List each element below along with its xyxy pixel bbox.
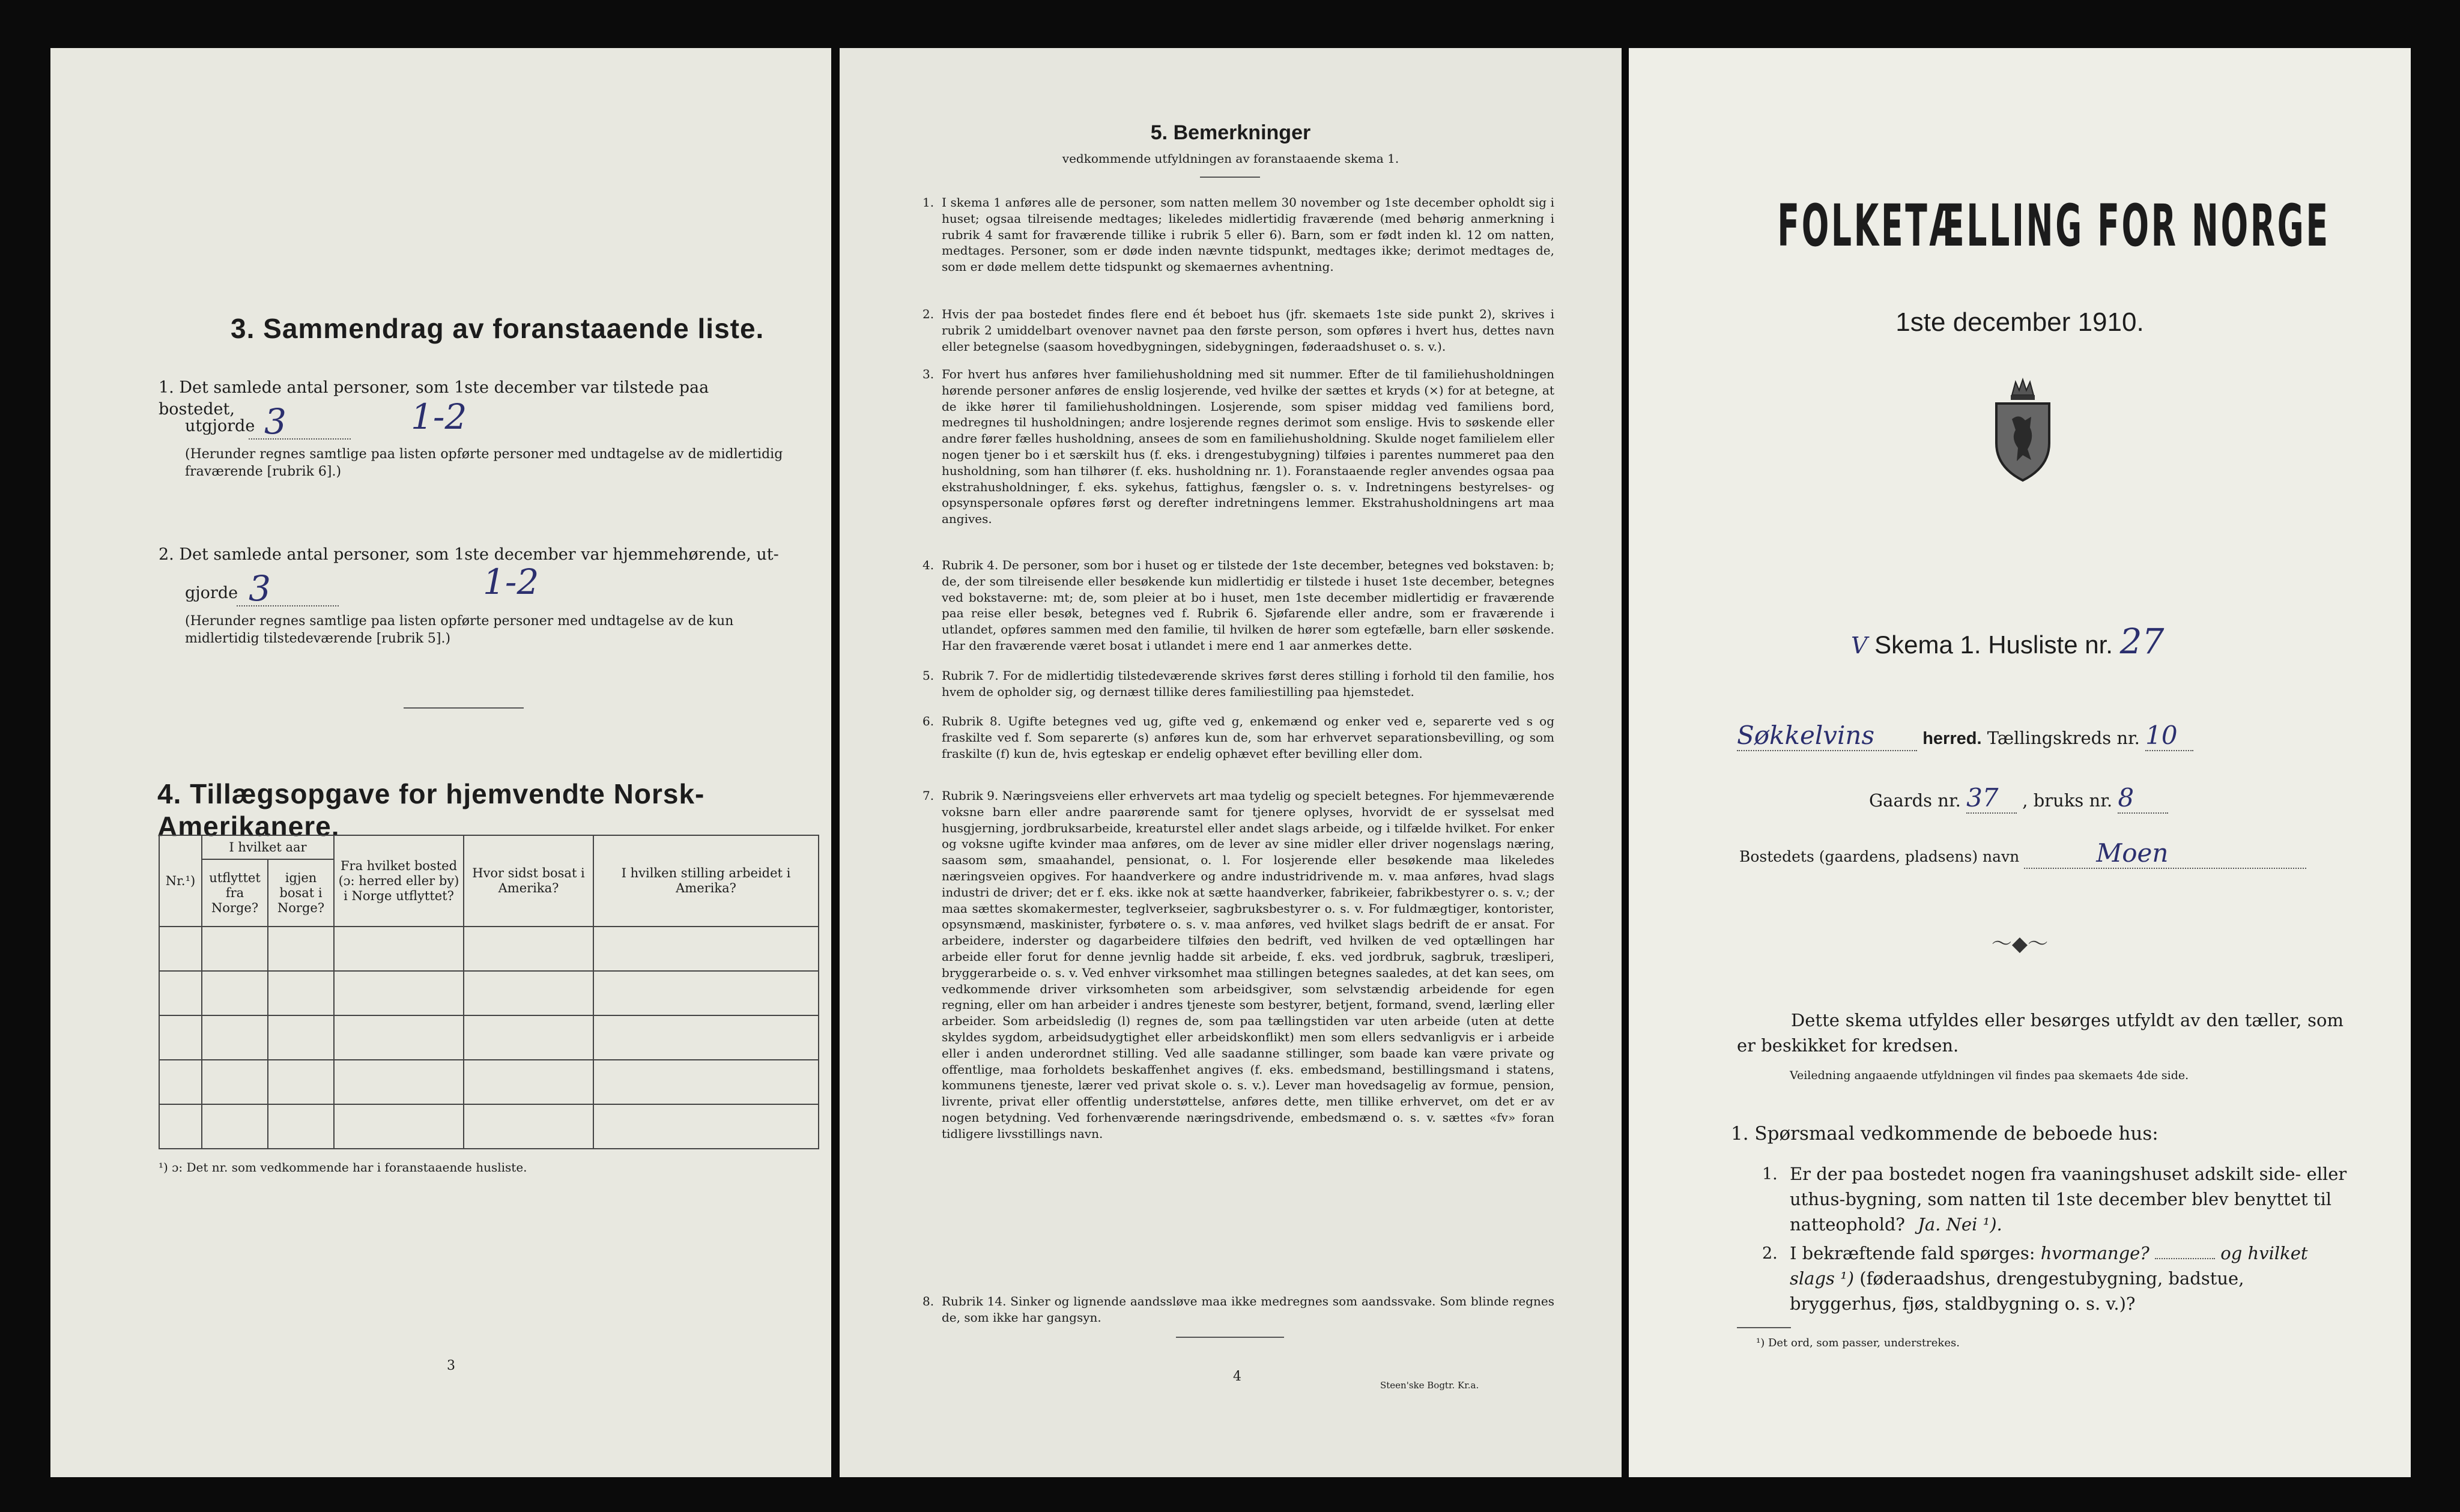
table-row	[159, 1104, 819, 1149]
bruks-label: , bruks nr.	[2022, 790, 2113, 811]
coat-of-arms-icon	[1988, 377, 2058, 483]
divider	[404, 707, 524, 709]
bosted-value: Moen	[2096, 838, 2169, 868]
remark-6	[922, 713, 1554, 761]
herred-line	[1737, 721, 2193, 751]
page-number: 4	[1233, 1369, 1241, 1384]
col-hvor: Hvor sidst bosat i Amerika?	[464, 835, 593, 927]
herred-field	[1737, 721, 1917, 751]
gaards-label: Gaards nr.	[1869, 790, 1961, 811]
veiledning-text: Veiledning angaaende utfyldningen vil findes paa skemaets 4de side.	[1790, 1069, 2189, 1082]
kreds-value: 10	[2145, 721, 2178, 750]
remark-5-text: Rubrik 7. For de midlertidig tilstedeværende skrives først deres stilling i forhold til den familie, hos hvem de opholder sig, og dernæst tillike deres familiestilling paa hjemstedet.	[942, 668, 1554, 699]
right-page	[1629, 48, 2411, 1477]
remark-5	[922, 668, 1554, 700]
bruks-value: 8	[2118, 783, 2134, 812]
bruks-field	[2118, 783, 2168, 814]
q1-text	[1790, 1161, 2348, 1237]
item2-prefix: gjorde	[185, 584, 238, 602]
remark-6-number: 6.	[922, 714, 935, 728]
gaards-line	[1869, 783, 2168, 814]
left-page	[50, 48, 831, 1477]
census-date: 1ste december 1910.	[1895, 307, 2144, 337]
q2-examples: (føderaadshus, drengestubygning, badstue, bryggerhus, fjøs, staldbygning o. s. v.)?	[1790, 1268, 2244, 1314]
col-stilling: I hvilken stilling arbeidet i Amerika?	[593, 835, 819, 927]
q2-number: 2.	[1762, 1244, 1778, 1263]
table-row	[159, 927, 819, 971]
q2-intro: I bekræftende fald spørges:	[1790, 1243, 2035, 1263]
remark-6-text: Rubrik 8. Ugifte betegnes ved ug, gifte ved g, enkemænd og enker ved e, separerte ved s og fraskilte ved f. Som separerte (s) anføres kun de, som har erhvervet separationsbevilling, og som fraskilte (f) kun de, hvis egteskap er endelig ophævet efter bevilling eller dom.	[942, 714, 1554, 761]
printer-credit: Steen'ske Bogtr. Kr.a.	[1380, 1380, 1479, 1391]
section4-footnote: ¹) ɔ: Det nr. som vedkommende har i foranstaaende husliste.	[159, 1160, 527, 1175]
q1-answer: Ja. Nei ¹).	[1918, 1214, 2002, 1235]
item2-text: 2. Det samlede antal personer, som 1ste december var hjemmehørende, ut-	[159, 545, 779, 564]
item1-dotline	[249, 438, 351, 440]
item2-note: (Herunder regnes samtlige paa listen opførte personer med undtagelse av de kun midlertidig tilstedeværende [rubrik 5].)	[185, 614, 734, 646]
item2-dotline	[237, 605, 339, 606]
col-group: I hvilket aar	[202, 835, 334, 859]
remark-8	[922, 1293, 1554, 1326]
right-footnote: ¹) Det ord, som passer, understrekes.	[1756, 1337, 1960, 1349]
check-mark: V	[1851, 632, 1868, 659]
divider	[1200, 177, 1260, 178]
gaards-value: 37	[1966, 783, 1999, 812]
bosted-line	[1739, 838, 2306, 869]
skema-label: Skema 1. Husliste nr.	[1874, 631, 2113, 659]
remark-4-number: 4.	[922, 558, 935, 572]
kreds-field	[2145, 721, 2193, 751]
kreds-label: Tællingskreds nr.	[1987, 728, 2140, 748]
item1-value: 3	[264, 401, 286, 442]
herred-label: herred.	[1922, 729, 1982, 748]
remark-5-number: 5.	[922, 668, 935, 683]
section4-title: 4. Tillægsopgave for hjemvendte Norsk-Amerikanere.	[157, 778, 705, 842]
q1-question: Er der paa bostedet nogen fra vaaningshuset adskilt side- eller uthus-bygning, som natten til 1ste december blev benyttet til natteophold?	[1790, 1164, 2347, 1235]
husliste-nr: 27	[2119, 621, 2165, 662]
remark-3-number: 3.	[922, 367, 935, 381]
bosted-field	[2024, 838, 2306, 869]
main-title-wrap	[1629, 192, 2411, 259]
item1-note: (Herunder regnes samtlige paa listen opførte personer med undtagelse av de midlertidig fraværende [rubrik 6].)	[185, 447, 783, 479]
item2-value: 3	[249, 568, 271, 609]
section3-title: 3. Sammendrag av foranstaaende liste.	[231, 313, 765, 344]
col-utflyttet: utflyttet fra Norge?	[202, 859, 268, 927]
remarks-subtitle: vedkommende utfyldningen av foranstaaende skema 1.	[1062, 151, 1399, 166]
q2-field	[2155, 1258, 2215, 1259]
remark-2	[922, 306, 1554, 354]
remark-7-number: 7.	[922, 788, 935, 803]
q2-hvormange: hvormange?	[2040, 1243, 2149, 1263]
instruction-text: Dette skema utfyldes eller besørges utfyldt av den tæller, som er beskikket for kredsen.	[1737, 1010, 2343, 1056]
q1-number: 1.	[1762, 1165, 1778, 1184]
bosted-label: Bostedets (gaardens, pladsens) navn	[1739, 848, 2020, 865]
remark-3-text: For hvert hus anføres hver familiehusholdning med sit nummer. Efter de til familiehusholdningen hørende personer anføres de enslig losjerende, ved hvilke der sættes et kryds (×) for at betegne, at de ikke hører til familiehusholdningen. Losjerende, som spiser middag ved familiens bord, medregnes til husholdningen; andre losjerende regnes derimot som enslige. Hvis to søskende eller andre fører fælles husholdning, ansees de som en familiehusholdning. Skulde noget familielem eller nogen tjener bo i et særskilt hus (f. eks. i drengestubygning) tilføies i parentes nummeret paa den husholdning, som han tilhører (f. eks. husholdning nr. 1). Foranstaaende regler anvendes ogsaa paa ekstrahusholdninger, f. eks. sykehus, fattighus, fængsler o. s. v. Indretningens bestyrelses- og opsynspersonale opføres først og derefter indretningens lemmer. Ekstrahusholdningens art maa angives.	[942, 367, 1554, 527]
table-row	[159, 1015, 819, 1060]
remark-8-text: Rubrik 14. Sinker og lignende aandssløve maa ikke medregnes som aandssvake. Som blinde regnes de, som ikke har gangsyn.	[942, 1294, 1554, 1325]
table-row	[159, 971, 819, 1015]
remark-1-number: 1.	[922, 195, 935, 210]
col-nr: Nr.¹)	[159, 835, 202, 927]
table-row	[159, 1060, 819, 1104]
remark-8-number: 8.	[922, 1294, 935, 1308]
divider	[1737, 1327, 1791, 1328]
col-igjen: igjen bosat i Norge?	[268, 859, 334, 927]
remark-4-text: Rubrik 4. De personer, som bor i huset og er tilstede der 1ste december, betegnes ved bokstaven: b; de, der som tilreisende eller besøkende kun midlertidig er tilstede i huset 1ste december, betegnes ved bokstaverne: mt; de, som pleier at bo i huset, men 1ste december midlertidig er fraværende paa reise eller besøk, betegnes ved f. Rubrik 6. Sjøfarende eller andre, som er fraværende i utlandet, opføres sammen med den familie, til hvilken de hører som egtefælle, barn eller søskende. Har den fraværende været bosat i utlandet i mere end 1 aar anmerkes dette.	[942, 558, 1554, 653]
remark-7-text: Rubrik 9. Næringsveiens eller erhvervets art maa tydelig og specielt betegnes. For hjemmeværende voksne barn eller andre paarørende samt for tjenere oplyses, hvorvidt de er sysselsat med husgjerning, jordbruksarbeide, kreaturstel eller andet slags arbeide, og i tilfælde hvilket. For enker og voksne ugifte kvinder maa anføres, om de lever av sine midler eller driver nogenslags næring, saasom søm, smaahandel, pensionat, o. l. For losjerende eller besøkende maa likeledes næringsveien opgives. For haandverkere og andre industridrivende m. v. maa anføres, hvad slags industri de driver; det er f. eks. ikke nok at sætte haandverker, fabrikeier, fabrikbestyrer o. s. v.; der maa sættes skomakermester, teglverkseier, sagbruksbestyrer o. s. v. For fuldmægtiger, kontorister, opsynsmænd, maskinister, fyrbøtere o. s. v. maa anføres, ved hvilket slags bedrift de er ansat. For arbeidere, inderster og dagarbeidere tilføies den bedrift, ved hvilken de ved optællingen har arbeide eller forut for denne jevnlig hadde sit arbeide, f. eks. ved jordbruk, sagbruk, træsliperi, bryggerarbeide o. s. v. Ved enhver virksomhet maa stillingen betegnes saaledes, at det kan sees, om vedkommende driver virksomheten som arbeidsgiver, som selvstændig arbeidende for egen regning, eller om han arbeider i andres tjeneste som bestyrer, betjent, formand, svend, lærling eller arbeider. Som arbeidsledig (l) regnes de, som paa tællingstiden var uten arbeide (uten at dette skyldes sygdom, arbeidsudygtighet eller arbeidskonflikt) men som ellers sedvanligvis er i arbeide eller i anden underordnet stilling. Ved alle saadanne stillinger, som baade kan være private og offentlige, maa forholdets beskaffenhet angives (f. eks. embedsmand, bestillingsmand i statens, kommunens tjeneste, lærer ved privat skole o. s. v.). Lever man hovedsagelig av formue, pension, livrente, privat eller offentlig understøttelse, anføres dette, men tillike erhvervet, om det er av nogen betydning. Ved forhenværende næringsdrivende, embedsmænd o. s. v. sættes «fv» foran tidligere livsstillings navn.	[942, 788, 1554, 1141]
item2-value2: 1-2	[483, 561, 539, 602]
item1-value2: 1-2	[411, 396, 467, 437]
questions-heading: 1. Spørsmaal vedkommende de beboede hus:	[1731, 1123, 2159, 1145]
herred-value: Søkkelvins	[1737, 721, 1875, 750]
remarks-title: 5. Bemerkninger	[1150, 121, 1311, 144]
remark-2-number: 2.	[922, 307, 935, 321]
item1-text: 1. Det samlede antal personer, som 1ste december var tilstede paa bostedet,	[159, 378, 709, 419]
col-fra: Fra hvilket bosted (ɔ: herred eller by) i Norge utflyttet?	[334, 835, 464, 927]
remark-2-text: Hvis der paa bostedet findes flere end ét beboet hus (jfr. skemaets 1ste side punkt 2), skrives i rubrik 2 umiddelbart ovenover navnet paa den første person, som opføres i hvert hus, dettes navn eller betegnelse (saasom hovedbygningen, sidebygningen, føderaadshuset o. s. v.).	[942, 307, 1554, 354]
main-title: FOLKETÆLLING FOR NORGE	[1777, 192, 2330, 259]
middle-page	[840, 48, 1622, 1477]
norsk-amerikanere-table	[159, 835, 819, 1149]
remark-1-text: I skema 1 anføres alle de personer, som natten mellem 30 november og 1ste december opholdt sig i huset; ogsaa tilreisende medtages; likeledes midlertidig fraværende (med behørig anmerkning i rubrik 4 samt for fraværende tillike i rubrik 5 eller 6). Barn, som er født inden kl. 12 om natten, medtages. Personer, som er døde inden nævnte tidspunkt, medtages ikke; derimot medtages de, som er døde mellem dette tidspunkt og skemaernes avhentning.	[942, 195, 1554, 274]
page-number: 3	[447, 1358, 455, 1373]
skema-line	[1851, 621, 2164, 662]
gaards-field	[1966, 783, 2017, 814]
remark-3	[922, 366, 1554, 527]
divider	[1176, 1337, 1284, 1338]
item1-prefix: utgjorde	[185, 417, 255, 435]
remark-4	[922, 557, 1554, 654]
ornament-icon: 〜◆〜	[1991, 932, 2049, 956]
remark-7	[922, 788, 1554, 1142]
q2-text	[1790, 1241, 2348, 1316]
remark-1	[922, 195, 1554, 275]
q2-slags: og hvilket slags ¹)	[1790, 1243, 2308, 1289]
